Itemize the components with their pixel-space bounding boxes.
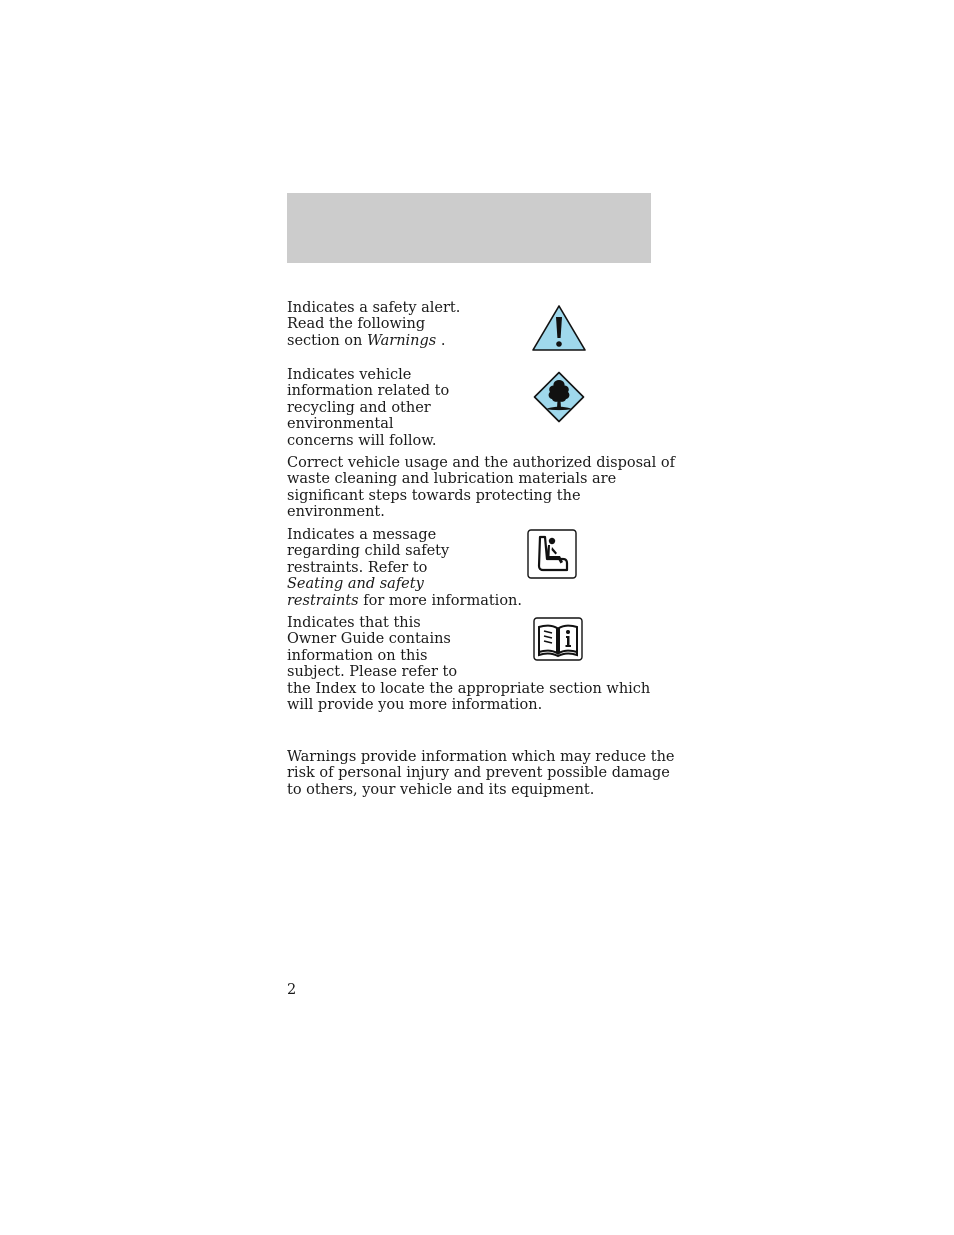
- text-line: regarding child safety: [287, 543, 450, 560]
- text-line: information related to: [287, 383, 450, 400]
- text-line: significant steps towards protecting the: [287, 487, 581, 504]
- text-line: Indicates vehicle: [287, 367, 412, 383]
- warning-triangle-icon: [531, 304, 587, 352]
- environment-text: [287, 367, 449, 449]
- text-line: Indicates that this: [287, 615, 421, 631]
- text-line: the Index to locate the appropriate section which: [287, 680, 651, 697]
- text-line: risk of personal injury and prevent possible damage: [287, 765, 670, 782]
- owner-guide-text: [287, 615, 650, 713]
- recycling-tree-icon: [533, 371, 585, 423]
- page-number: 2: [287, 982, 297, 998]
- restraints-reference: restraints: [287, 592, 359, 609]
- text-line: waste cleaning and lubrication materials are: [287, 471, 617, 488]
- text-line: subject. Please refer to: [287, 664, 458, 681]
- text-line: Correct vehicle usage and the authorized disposal of: [287, 455, 676, 471]
- info-book-icon: [533, 617, 583, 661]
- text-line: Warnings provide information which may reduce the: [287, 749, 675, 765]
- text-line: concerns will follow.: [287, 432, 437, 449]
- text-line: Read the following: [287, 316, 426, 333]
- text-line: Indicates a message: [287, 527, 437, 543]
- environment-note-paragraph: [287, 455, 675, 521]
- text-span: .: [436, 332, 446, 349]
- text-line: [287, 333, 460, 349]
- warnings-paragraph: [287, 749, 675, 798]
- text-line: environment.: [287, 504, 385, 521]
- text-span: section on: [287, 332, 367, 349]
- text-line: information on this: [287, 647, 428, 664]
- child-seat-icon: [527, 529, 577, 579]
- text-line: Owner Guide contains: [287, 631, 451, 648]
- text-line: will provide you more information.: [287, 697, 543, 714]
- safety-alert-text: [287, 300, 460, 349]
- text-span: for more information.: [358, 592, 522, 609]
- warnings-reference: Warnings: [366, 332, 437, 349]
- text-line: restraints. Refer to: [287, 559, 428, 576]
- section-header-band: [287, 193, 651, 263]
- text-line: to others, your vehicle and its equipment.: [287, 781, 595, 798]
- text-line: Indicates a safety alert.: [287, 300, 461, 316]
- child-safety-text: [287, 527, 522, 609]
- seating-reference: Seating and safety: [287, 576, 424, 593]
- text-line: recycling and other: [287, 399, 431, 416]
- text-line: environmental: [287, 416, 394, 433]
- text-line: [287, 593, 522, 609]
